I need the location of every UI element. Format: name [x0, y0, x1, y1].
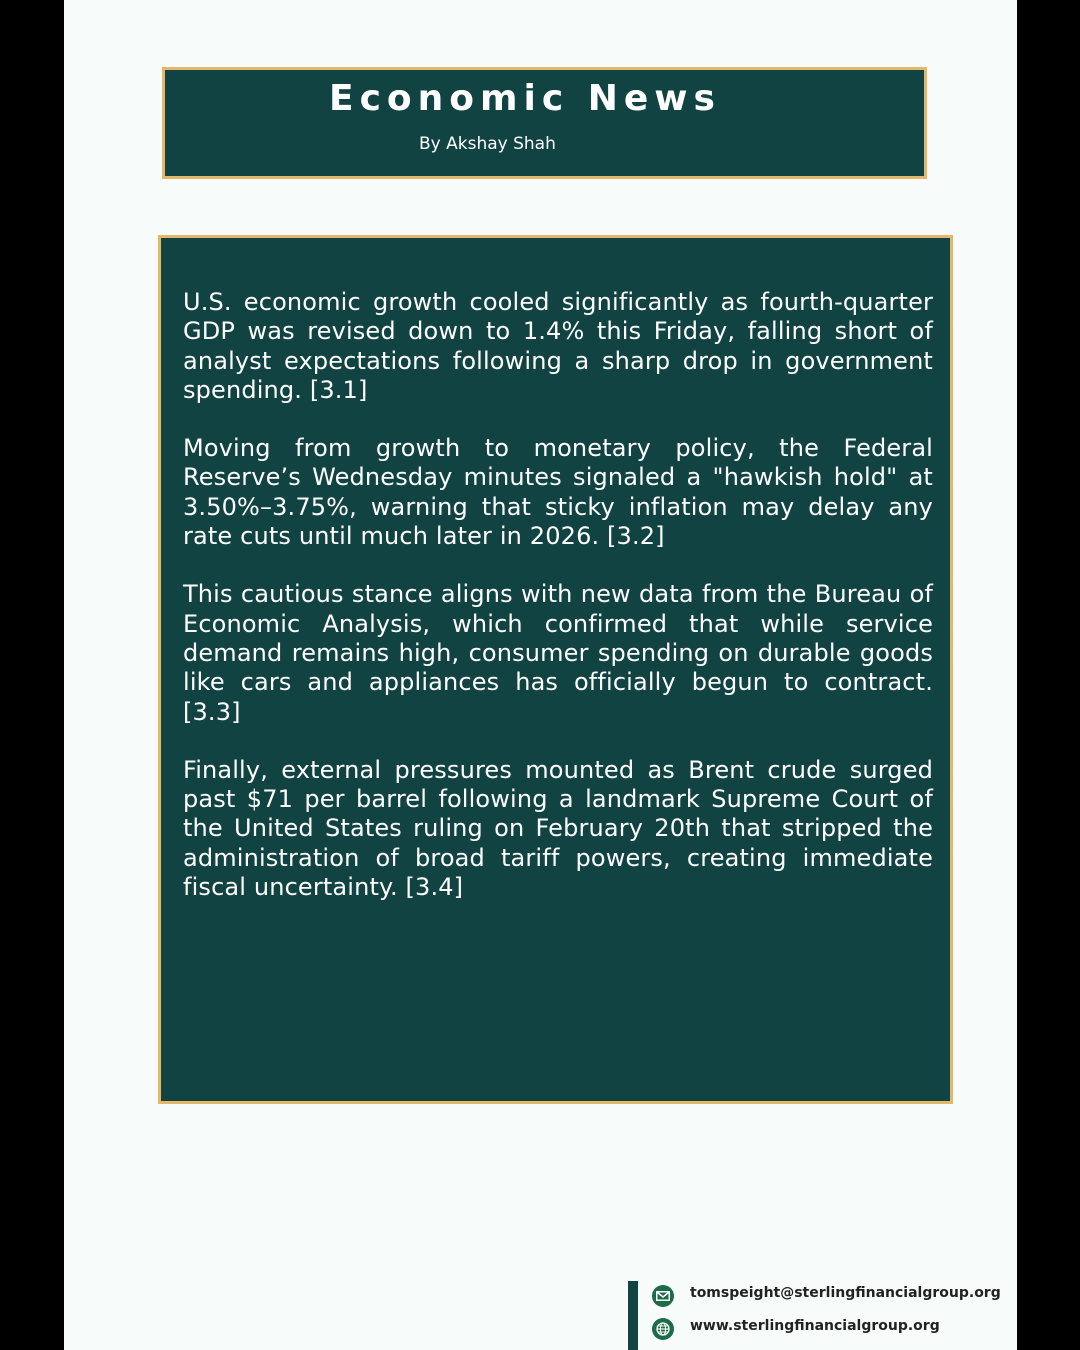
article-paragraph-1: U.S. economic growth cooled significantly as fourth-quarter GDP was revised down to 1.4% this Friday, falling short of analyst expectations following a sharp drop in government spending. [3.1] — [183, 288, 933, 404]
article-paragraph-4: Finally, external pressures mounted as Brent crude surged past $71 per barrel following a landmark Supreme Court of the United States ruling on February 20th that stripped the administration of broad tariff powers, creating immediate fiscal uncertainty. [3.4] — [183, 755, 933, 902]
footer-website[interactable]: www.sterlingfinancialgroup.org — [690, 1318, 940, 1334]
article-body — [183, 288, 933, 931]
article-paragraph-3: This cautious stance aligns with new data from the Bureau of Economic Analysis, which confirmed that while service demand remains high, consumer spending on durable goods like cars and appliances has officially begun to contract. [3.3] — [183, 580, 933, 726]
article-paragraph-2: Moving from growth to monetary policy, the Federal Reserve’s Wednesday minutes signaled a "hawkish hold" at 3.50%–3.75%, warning that sticky inflation may delay any rate cuts until much later in 2026. [3.2] — [183, 434, 933, 551]
footer-email-row[interactable] — [652, 1280, 1001, 1306]
globe-icon — [652, 1318, 674, 1340]
footer-website-row[interactable] — [652, 1313, 940, 1339]
author-byline: By Akshay Shah — [419, 134, 556, 154]
footer-accent-bar — [628, 1281, 638, 1350]
page-title: Economic News — [329, 78, 721, 119]
header-banner — [162, 67, 927, 179]
footer-email[interactable]: tomspeight@sterlingfinancialgroup.org — [690, 1285, 1001, 1301]
article-panel — [158, 235, 953, 1104]
envelope-icon — [652, 1285, 674, 1307]
page — [64, 0, 1017, 1350]
